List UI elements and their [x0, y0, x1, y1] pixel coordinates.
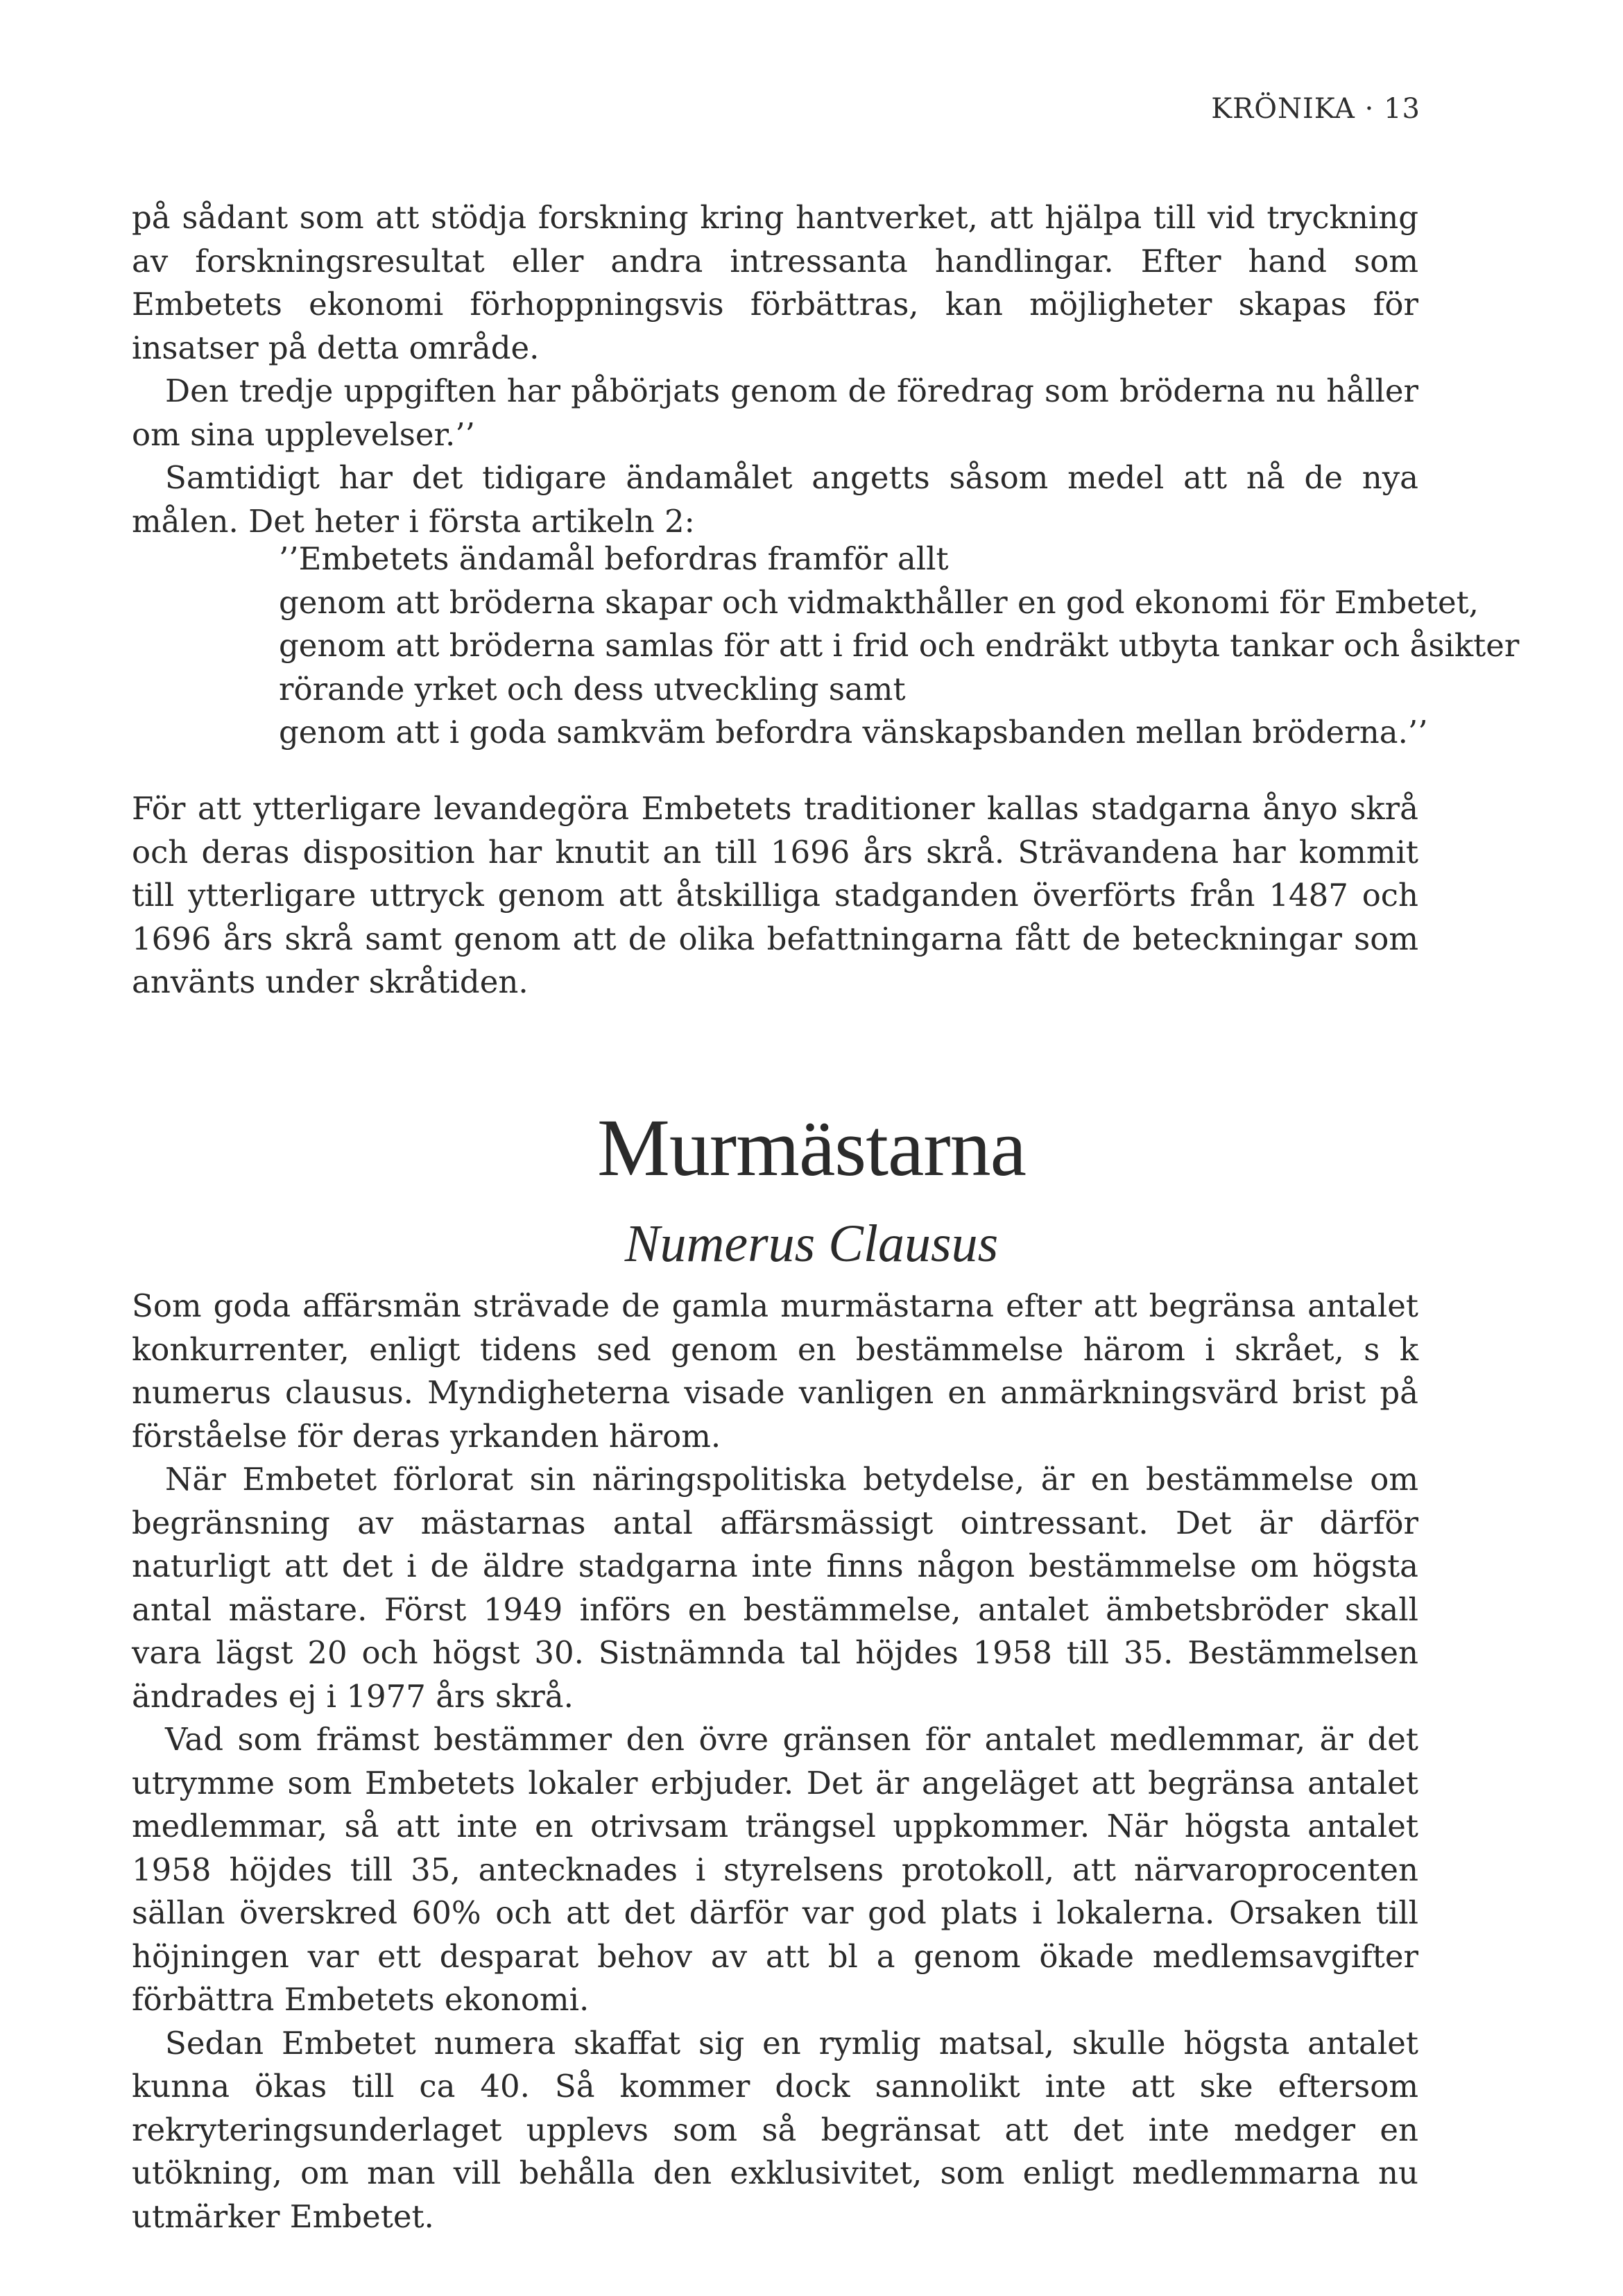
quote-line: genom att bröderna samlas för att i frid och endräkt utbyta tankar och åsikter — [279, 627, 1520, 664]
after-quote-paragraph: För att ytterligare levandegöra Embetets traditioner kallas stadgarna ånyo skrå och deras disposition har knutit an till 1696 års skrå. Strävandena har kommit till ytterligare uttryck genom att åtskilliga stadganden överförts från 1487 och 1696 års skrå samt genom att de olika befattningarna fått de beteckningar som använts under skråtiden. — [132, 790, 1418, 1000]
quote-line: ’’Embetets ändamål befordras framför allt — [279, 540, 949, 577]
section-title: Murmästarna — [596, 1102, 1027, 1193]
section-paragraph-3: Vad som främst bestämmer den övre gränsen för antalet medlemmar, är det utrymme som Embetets lokaler erbjuder. Det är angeläget att begränsa antalet medlemmar, så att inte en otrivsam trängsel uppkommer. När högsta antalet 1958 höjdes till 35, antecknades i styrelsens protokoll, att närvaroprocenten sällan överskred 60% och att det därför var god plats i lokalerna. Orsaken till höjningen var ett desparat behov av att bl a genom ökade medlemsavgifter förbättra Embetets ekonomi. — [132, 1721, 1418, 2018]
section-paragraph-1: Som goda affärsmän strävade de gamla murmästarna efter att begränsa antalet konkurrenter, enligt tidens sed genom en bestämmelse härom i skrået, s k numerus clausus. Myndigheterna visade vanligen en anmärkningsvärd brist på förståelse för deras yrkanden härom. — [132, 1287, 1418, 1455]
quote-line: genom att bröderna skapar och vidmakthåller en god ekonomi för Embetet, — [279, 583, 1479, 621]
intro-paragraph-3: Samtidigt har det tidigare ändamålet angetts såsom medel att nå de nya målen. Det heter i första artikeln 2: — [132, 459, 1418, 540]
statute-quote — [279, 538, 1520, 755]
intro-paragraph-1: på sådant som att stödja forskning kring hantverket, att hjälpa till vid tryckning av forskningsresultat eller andra intressanta handlingar. Efter hand som Embetets ekonomi förhoppningsvis förbättras, kan möjligheter skapas för insatser på detta område. — [132, 199, 1418, 366]
section-subtitle: Numerus Clausus — [624, 1215, 999, 1273]
quote-line: genom att i goda samkväm befordra vänskapsbanden mellan bröderna.’’ — [279, 714, 1428, 751]
after-quote-text-block — [132, 787, 1418, 1004]
section-paragraph-4: Sedan Embetet numera skaffat sig en rymlig matsal, skulle högsta antalet kunna ökas till ca 40. Så kommer dock sannolikt inte att ske eftersom rekryteringsunderlaget upplevs som så begränsat att det inte medger en utökning, om man vill behålla den exklusivitet, som enligt medlemmarna nu utmärker Embetet. — [132, 2024, 1418, 2235]
quote-line: rörande yrket och dess utveckling samt — [279, 670, 906, 708]
intro-paragraph-2: Den tredje uppgiften har påbörjats genom de föredrag som bröderna nu håller om sina upplevelser.’’ — [132, 372, 1418, 453]
running-header: KRÖNIKA · 13 — [1211, 93, 1420, 125]
intro-text-block — [132, 196, 1418, 543]
section-body — [132, 1285, 1418, 2238]
section-paragraph-2: När Embetet förlorat sin näringspolitiska betydelse, är en bestämmelse om begränsning av mästarnas antal affärsmässigt ointressant. Det är därför naturligt att det i de äldre stadgarna inte finns någon bestämmelse om högsta antal mästare. Först 1949 införs en bestämmelse, antalet ämbetsbröder skall vara lägst 20 och högst 30. Sistnämnda tal höjdes 1958 till 35. Bestämmelsen ändrades ej i 1977 års skrå. — [132, 1461, 1418, 1715]
